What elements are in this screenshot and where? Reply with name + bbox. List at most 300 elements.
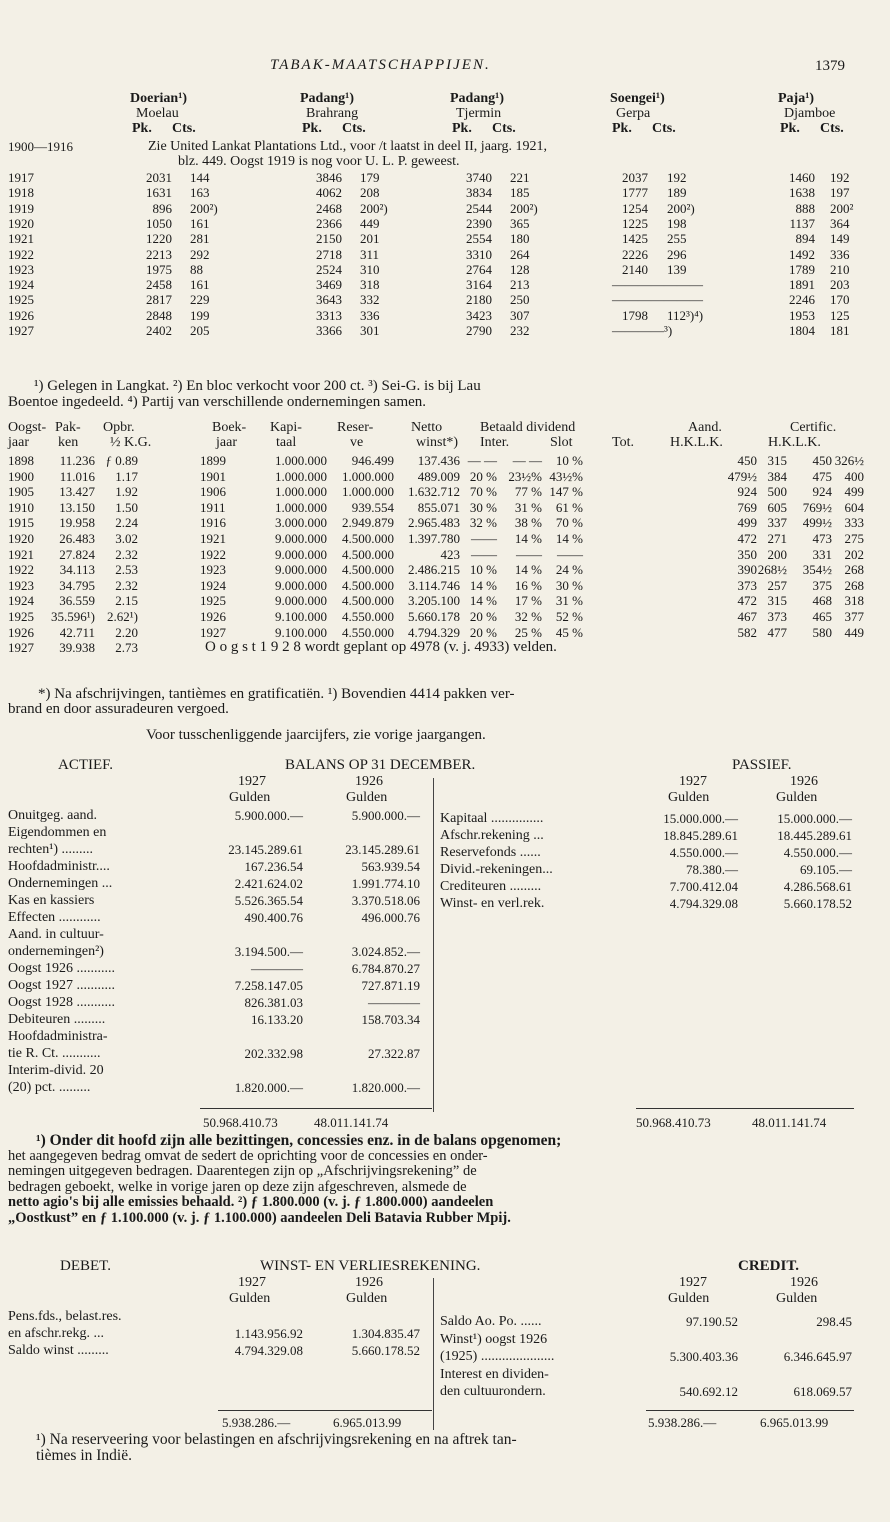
cts-cell: 189 xyxy=(667,185,687,201)
asset-value-1927: 202.332.98 xyxy=(244,1046,303,1061)
asset-label: (20) pct. ......... xyxy=(8,1080,91,1095)
harvest-cell: 1.397.780 xyxy=(408,531,460,546)
harvest-cell: 924 xyxy=(812,484,832,500)
asset-label: tie R. Ct. ........... xyxy=(8,1046,101,1061)
total-rule xyxy=(218,1410,432,1411)
year-head: 1926 xyxy=(790,1275,818,1290)
cts-cell: 181 xyxy=(830,323,850,338)
cts-cell: 180 xyxy=(510,231,530,247)
harvest-cell: 42.711 xyxy=(59,624,95,640)
pk-cell: 3834 xyxy=(466,185,492,201)
harvest-cell: 1.50 xyxy=(115,499,138,515)
harvest-cell: 769½ xyxy=(802,499,832,515)
harvest-cell: 500 xyxy=(767,484,787,500)
asset-value-1926: 563.939.54 xyxy=(361,859,420,874)
cts-cell: 200²) xyxy=(510,200,538,216)
row-year: 1925 xyxy=(8,292,34,308)
year-head: 1927 xyxy=(679,774,707,789)
harvest-cell: 4.550.000 xyxy=(342,624,394,640)
harvest-cell: 9.000.000 xyxy=(275,593,327,609)
harvest-cell: 769 xyxy=(737,499,757,515)
page-number: 1379 xyxy=(815,58,845,74)
year-head: 1927 xyxy=(679,1275,707,1290)
header-cell: ve xyxy=(350,435,364,450)
credit-value-1927: 5.300.403.36 xyxy=(669,1349,738,1364)
cts-cell: 149 xyxy=(830,231,850,247)
liability-value-1927: 18.845.289.61 xyxy=(663,828,738,843)
harvest-cell: 35.596¹) xyxy=(51,609,95,624)
header-cell: ½ K.G. xyxy=(110,435,152,450)
cts-cell: 232 xyxy=(510,323,530,338)
pk-cell: 1789 xyxy=(789,261,815,277)
liability-label: Winst- en verl.rek. xyxy=(440,896,545,911)
cts-cell: 296 xyxy=(667,246,687,262)
pk-cell: 4062 xyxy=(316,185,342,201)
harvest-cell: 499½ xyxy=(802,515,832,531)
harvest-cell: 1921 xyxy=(200,531,226,546)
harvest-cell: 450 xyxy=(737,453,757,468)
estate-name: Padang¹) xyxy=(450,91,504,106)
pk-cell: 3643 xyxy=(316,292,342,308)
header-cell: Pak- xyxy=(55,420,81,435)
cts-cell: 205 xyxy=(190,323,210,338)
pk-cell: 3740 xyxy=(466,170,492,185)
harvest-cell: 16 % xyxy=(514,577,542,593)
harvest-cell: 1.000.000 xyxy=(275,453,327,468)
harvest-cell: 1926 xyxy=(200,609,226,624)
harvest-cell: 499 xyxy=(844,484,864,500)
asset-value-1926: 1.991.774.10 xyxy=(351,876,420,891)
harvest-cell: 1.17 xyxy=(115,468,138,484)
balance-divider xyxy=(433,778,434,1112)
pk-cell: 2524 xyxy=(316,261,342,277)
asset-label: Oogst 1927 ........... xyxy=(8,978,115,993)
liability-value-1926: 18.445.289.61 xyxy=(777,828,852,843)
harvest-cell: 4.500.000 xyxy=(342,546,394,562)
note-line: Zie United Lankat Plantations Ltd., voor /t laatst in deel II, jaarg. 1921, xyxy=(148,139,548,154)
cts-cell: 250 xyxy=(510,292,530,308)
harvest-cell: 26.483 xyxy=(59,531,95,546)
harvest-cell: 3.114.746 xyxy=(408,577,460,593)
footnote: *) Na afschrijvingen, tantièmes en gratificatiën. ¹) Bovendien 4414 pakken ver- xyxy=(38,686,515,702)
harvest-cell: 70 % xyxy=(555,515,583,531)
harvest-cell: 924 xyxy=(737,484,757,500)
harvest-cell: 23½% xyxy=(508,468,542,484)
cts-cell: 198 xyxy=(667,215,687,231)
credit-row-label: (1925) ..................... xyxy=(440,1349,555,1364)
asset-label: Kas en kassiers xyxy=(8,893,95,908)
total-1926: 6.965.013.99 xyxy=(333,1415,402,1430)
harvest-cell: —— xyxy=(557,546,583,562)
harvest-cell: —— xyxy=(471,531,497,546)
harvest-cell: 11.236 xyxy=(59,453,95,468)
debit-value-1926: 1.304.835.47 xyxy=(351,1326,420,1341)
asset-label: ondernemingen²) xyxy=(8,944,104,959)
harvest-cell: 9.100.000 xyxy=(275,609,327,624)
harvest-cell: 1905 xyxy=(8,484,34,500)
harvest-cell: 9.000.000 xyxy=(275,546,327,562)
liability-value-1927: 78.380.— xyxy=(686,862,738,877)
unit-pk: Pk. xyxy=(132,121,152,136)
asset-value-1926: 158.703.34 xyxy=(361,1012,420,1027)
harvest-cell: 13.150 xyxy=(59,499,95,515)
dash-cell: ————³) xyxy=(612,323,673,338)
harvest-cell: 36.559 xyxy=(59,593,95,609)
cts-cell: 364 xyxy=(830,215,850,231)
debit-value-1926: 5.660.178.52 xyxy=(351,1343,420,1358)
note-line: blz. 449. Oogst 1919 is nog voor U. L. P. geweest. xyxy=(178,154,460,169)
asset-value-1926: 1.820.000.— xyxy=(351,1080,420,1095)
total-1927: 5.938.286.— xyxy=(648,1415,717,1430)
cts-cell: 281 xyxy=(190,231,210,247)
harvest-cell: —— xyxy=(471,546,497,562)
harvest-cell: 939.554 xyxy=(351,499,394,515)
header-cell: Aand. xyxy=(688,420,722,435)
harvest-cell: 3.205.100 xyxy=(408,593,460,609)
asset-value-1927: 23.145.289.61 xyxy=(228,842,303,857)
harvest-cell: 1910 xyxy=(8,499,34,515)
harvest-cell: 489.009 xyxy=(417,468,460,484)
harvest-cell: 2.24 xyxy=(115,515,138,531)
cts-cell: 161 xyxy=(190,215,210,231)
debit-value-1927: 1.143.956.92 xyxy=(234,1326,303,1341)
pk-cell: 2031 xyxy=(146,170,172,185)
asset-value-1926: 5.900.000.— xyxy=(351,808,420,823)
cts-cell: 310 xyxy=(360,261,380,277)
total-1927: 50.968.410.73 xyxy=(636,1115,711,1130)
harvest-cell: 1.92 xyxy=(115,484,138,500)
harvest-cell: 34.113 xyxy=(59,562,95,578)
row-year: 1921 xyxy=(8,231,34,247)
harvest-cell: 14 % xyxy=(514,531,542,546)
harvest-cell: 20 % xyxy=(469,609,497,624)
pk-cell: 3164 xyxy=(466,277,492,293)
header-cell: Kapi- xyxy=(270,420,302,435)
harvest-cell: 2.32 xyxy=(115,546,138,562)
unit-head: Gulden xyxy=(668,1291,710,1306)
asset-value-1927: 5.900.000.— xyxy=(234,808,303,823)
asset-label: Oogst 1928 ........... xyxy=(8,995,115,1010)
harvest-cell: 2.62¹) xyxy=(107,609,138,624)
asset-value-1926: 3.024.852.— xyxy=(351,944,420,959)
harvest-cell: 32 % xyxy=(469,515,497,531)
harvest-cell: 604 xyxy=(844,499,864,515)
header-cell: Tot. xyxy=(612,435,634,450)
unit-pk: Pk. xyxy=(302,121,322,136)
harvest-cell: 14 % xyxy=(469,577,497,593)
cts-cell: 161 xyxy=(190,277,210,293)
cts-cell: 128 xyxy=(510,261,530,277)
asset-value-1927: 826.381.03 xyxy=(244,995,303,1010)
harvest-cell: 1925 xyxy=(8,609,34,624)
page-header-title: TABAK-MAATSCHAPPIJEN. xyxy=(270,57,491,73)
asset-value-1926: 727.871.19 xyxy=(361,978,420,993)
asset-value-1926: 6.784.870.27 xyxy=(351,961,420,976)
total-rule xyxy=(636,1108,854,1109)
asset-label: rechten¹) ......... xyxy=(8,842,94,857)
harvest-cell: 373 xyxy=(767,609,787,624)
harvest-cell: 375 xyxy=(812,577,832,593)
pk-cell: 3846 xyxy=(316,170,342,185)
harvest-cell: — — xyxy=(512,453,542,468)
cts-cell: 192 xyxy=(667,170,687,185)
harvest-cell: 468 xyxy=(812,593,832,609)
pk-cell: 2554 xyxy=(466,231,492,247)
harvest-cell: — — xyxy=(467,453,497,468)
harvest-cell: 337 xyxy=(767,515,787,531)
pk-cell: 2817 xyxy=(146,292,172,308)
header-cell: ken xyxy=(58,435,79,450)
balance-note: „Oostkust” en ƒ 1.100.000 (v. j. ƒ 1.100.000) aandeelen Deli Batavia Rubber Mpij. xyxy=(8,1209,511,1226)
harvest-cell: 202 xyxy=(844,546,864,562)
cts-cell: 163 xyxy=(190,185,210,201)
cts-cell: 307 xyxy=(510,307,530,323)
harvest-cell: —— xyxy=(516,546,542,562)
unit-head: Gulden xyxy=(776,790,818,805)
harvest-cell: 477 xyxy=(767,624,787,640)
header-cell: winst*) xyxy=(416,435,458,450)
pnl-divider xyxy=(433,1278,434,1430)
asset-label: Aand. in cultuur- xyxy=(8,927,104,942)
balance-note: het aangegeven bedrag omvat de sedert de oprichting voor de concessies en onder- xyxy=(8,1147,488,1164)
cts-cell: 200²) xyxy=(190,200,218,216)
harvest-cell: 605 xyxy=(767,499,787,515)
pk-cell: 1631 xyxy=(146,185,172,201)
pk-cell: 2226 xyxy=(622,246,648,262)
credit-row-label: Interest en dividen- xyxy=(440,1366,549,1382)
harvest-cell: 4.500.000 xyxy=(342,577,394,593)
total-1927: 5.938.286.— xyxy=(222,1415,291,1430)
harvest-cell: 326½ xyxy=(834,453,864,468)
asset-label: Debiteuren ......... xyxy=(8,1012,106,1027)
liability-value-1926: 5.660.178.52 xyxy=(783,896,852,911)
passief-label: PASSIEF. xyxy=(732,757,792,773)
pk-cell: 1137 xyxy=(789,215,815,231)
harvest-cell: 384 xyxy=(767,468,787,484)
harvest-cell: 3.000.000 xyxy=(275,515,327,531)
dash-cell: ——————— xyxy=(612,292,703,308)
pk-cell: 2402 xyxy=(146,323,172,338)
credit-row-label: den cultuurondern. xyxy=(440,1384,546,1399)
harvest-cell: 30 % xyxy=(469,499,497,515)
pk-cell: 3469 xyxy=(316,277,342,293)
harvest-cell: 34.795 xyxy=(59,577,95,593)
harvest-cell: 9.100.000 xyxy=(275,624,327,640)
harvest-cell: 2.20 xyxy=(115,624,138,640)
cts-cell: 213 xyxy=(510,277,530,293)
liability-value-1926: 69.105.— xyxy=(800,862,852,877)
asset-value-1926: 3.370.518.06 xyxy=(351,893,420,908)
harvest-cell: 475 xyxy=(812,468,832,484)
cts-cell: 311 xyxy=(360,246,380,262)
balance-title: BALANS OP 31 DECEMBER. xyxy=(285,757,476,773)
unit-cts: Cts. xyxy=(492,121,516,136)
header-cell: jaar xyxy=(8,435,29,450)
harvest-cell: 1916 xyxy=(200,515,226,531)
harvest-cell: 373 xyxy=(737,577,757,593)
cts-cell: 318 xyxy=(360,277,380,293)
harvest-cell: 2.949.879 xyxy=(342,515,394,531)
cts-cell: 208 xyxy=(360,185,380,201)
harvest-cell: 479½ xyxy=(727,468,757,484)
pk-cell: 1804 xyxy=(789,323,815,338)
liability-value-1926: 4.286.568.61 xyxy=(783,879,852,894)
unit-cts: Cts. xyxy=(652,121,676,136)
asset-value-1927: 2.421.624.02 xyxy=(234,876,303,891)
harvest-cell: 70 % xyxy=(469,484,497,500)
header-cell: Slot xyxy=(550,435,573,450)
cts-cell: 255 xyxy=(667,231,687,247)
total-rule xyxy=(646,1410,854,1411)
harvest-cell: 855.071 xyxy=(417,499,460,515)
harvest-cell: 32 % xyxy=(514,609,542,624)
pk-cell: 1638 xyxy=(789,185,815,201)
debit-label: en afschr.rekg. ... xyxy=(8,1326,105,1341)
harvest-cell: 30 % xyxy=(555,577,583,593)
year-head: 1926 xyxy=(355,774,383,789)
harvest-cell: 45 % xyxy=(555,624,583,640)
cts-cell: 88 xyxy=(190,261,203,277)
cts-cell: 264 xyxy=(510,246,530,262)
harvest-cell: 14 % xyxy=(514,562,542,578)
asset-value-1927: 5.526.365.54 xyxy=(234,893,303,908)
year-head: 1927 xyxy=(238,1275,266,1290)
footnote: ¹) Na reserveering voor belastingen en afschrijvingsrekening en na aftrek tan- xyxy=(36,1431,517,1448)
pk-cell: 2037 xyxy=(622,170,648,185)
pk-cell: 2246 xyxy=(789,292,815,308)
unit-pk: Pk. xyxy=(612,121,632,136)
harvest-cell: 4.500.000 xyxy=(342,562,394,578)
asset-label: Onuitgeg. aand. xyxy=(8,808,98,823)
unit-head: Gulden xyxy=(668,790,710,805)
harvest-cell: 1898 xyxy=(8,453,34,468)
asset-label: Ondernemingen ... xyxy=(8,876,113,891)
harvest-cell: 333 xyxy=(844,515,864,531)
pk-cell: 2790 xyxy=(466,323,492,338)
harvest-cell: 400 xyxy=(844,468,864,484)
harvest-cell: 473 xyxy=(812,531,832,546)
total-rule xyxy=(200,1108,432,1109)
harvest-cell: 377 xyxy=(844,609,864,624)
liability-label: Kapitaal ............... xyxy=(440,811,544,826)
unit-pk: Pk. xyxy=(452,121,472,136)
pk-cell: 1254 xyxy=(622,200,648,216)
footnote: tièmes in Indië. xyxy=(36,1447,132,1464)
row-year: 1922 xyxy=(8,246,34,262)
cts-cell: 200²) xyxy=(360,200,388,216)
harvest-cell: 4.794.329 xyxy=(408,624,460,640)
pk-cell: 3310 xyxy=(466,246,492,262)
debit-label: Pens.fds., belast.res. xyxy=(8,1309,122,1324)
harvest-cell: 9.000.000 xyxy=(275,531,327,546)
harvest-cell: 43½% xyxy=(549,468,583,484)
asset-value-1927: 1.820.000.— xyxy=(234,1080,303,1095)
harvest-cell: 2.53 xyxy=(115,562,138,578)
debet-label: DEBET. xyxy=(60,1258,111,1274)
pk-cell: 2213 xyxy=(146,246,172,262)
harvest-cell: 268½ xyxy=(757,562,787,578)
year-head: 1927 xyxy=(238,774,266,789)
liability-label: Divid.-rekeningen... xyxy=(440,862,553,877)
harvest-cell: 1906 xyxy=(200,484,226,500)
footnote: Boentoe ingedeeld. ⁴) Partij van verschillende ondernemingen samen. xyxy=(8,394,427,410)
harvest-cell: 1922 xyxy=(200,546,226,562)
harvest-cell: 11.016 xyxy=(59,468,95,484)
pk-cell: 1777 xyxy=(622,185,648,201)
row-year: 1927 xyxy=(8,323,34,338)
debit-label: Saldo winst ......... xyxy=(8,1343,109,1358)
row-year: 1920 xyxy=(8,215,34,231)
harvest-cell: 472 xyxy=(737,593,757,609)
cts-cell: 144 xyxy=(190,170,210,185)
harvest-cell: 20 % xyxy=(469,468,497,484)
harvest-cell: 1927 xyxy=(8,640,34,656)
unit-head: Gulden xyxy=(346,790,388,805)
harvest-cell: 423 xyxy=(440,546,460,562)
unit-pk: Pk. xyxy=(780,121,800,136)
harvest-cell: 2.73 xyxy=(115,640,138,656)
harvest-cell: 19.958 xyxy=(59,515,95,531)
pk-cell: 2544 xyxy=(466,200,492,216)
harvest-cell: 31 % xyxy=(555,593,583,609)
header-cell: jaar xyxy=(216,435,237,450)
pk-cell: 1225 xyxy=(622,215,648,231)
asset-label: Eigendommen en xyxy=(8,825,107,840)
harvest-cell: 147 % xyxy=(549,484,583,500)
pk-cell: 1050 xyxy=(146,215,172,231)
harvest-cell: 1.000.000 xyxy=(275,484,327,500)
row-year: 1917 xyxy=(8,170,34,185)
row-year: 1923 xyxy=(8,261,34,277)
pk-cell: 2718 xyxy=(316,246,342,262)
pk-cell: 896 xyxy=(152,200,172,216)
header-cell: H.K.L.K. xyxy=(768,435,821,450)
harvest-cell: 350 xyxy=(737,546,757,562)
pk-cell: 894 xyxy=(795,231,815,247)
estate-name: Padang¹) xyxy=(300,91,354,106)
harvest-cell: 9.000.000 xyxy=(275,562,327,578)
harvest-cell: 390 xyxy=(737,562,757,578)
harvest-cell: 268 xyxy=(844,577,864,593)
credit-value-1926: 618.069.57 xyxy=(793,1384,852,1399)
header-cell: Betaald dividend xyxy=(480,420,576,435)
cts-cell: 179 xyxy=(360,170,380,185)
unit-head: Gulden xyxy=(776,1291,818,1306)
cts-cell: 203 xyxy=(830,277,850,293)
credit-value-1926: 298.45 xyxy=(816,1314,852,1329)
harvest-cell: 257 xyxy=(767,577,787,593)
pk-cell: 1798 xyxy=(622,307,648,323)
pk-cell: 2140 xyxy=(622,261,648,277)
balance-note: nemingen uitgegeven bedragen. Daarentegen zijn op „Afschrijvingsrekening” de xyxy=(8,1163,477,1179)
harvest-cell: 1911 xyxy=(200,499,226,515)
balance-note: bedragen geboekt, welke in vorige jaren op deze zijn afgeschreven, alsmede de xyxy=(8,1178,467,1195)
harvest-cell: 1899 xyxy=(200,453,226,468)
harvest-cell: 1924 xyxy=(8,593,34,609)
pk-cell: 2180 xyxy=(466,292,492,308)
debit-value-1927: 4.794.329.08 xyxy=(234,1343,303,1358)
cts-cell: 139 xyxy=(667,261,687,277)
pk-cell: 1953 xyxy=(789,307,815,323)
harvest-cell: 1923 xyxy=(200,562,226,578)
pk-cell: 1975 xyxy=(146,261,172,277)
cts-cell: 192 xyxy=(830,170,850,185)
harvest-cell: 1920 xyxy=(8,531,34,546)
harvest-cell: 499 xyxy=(737,515,757,531)
pk-cell: 2366 xyxy=(316,215,342,231)
pk-cell: 888 xyxy=(795,200,815,216)
cts-cell: 365 xyxy=(510,215,530,231)
